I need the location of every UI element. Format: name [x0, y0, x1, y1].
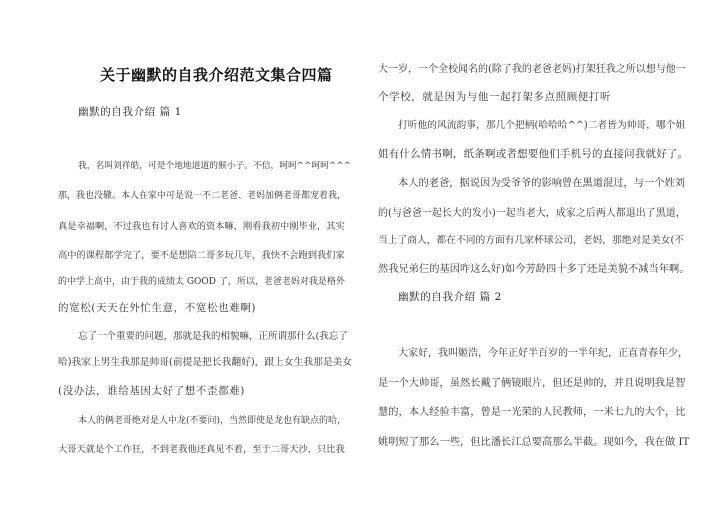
left-line-7: 忘了一个重要的问题，那就是我的相貌嘛，正所谓那什么(我忘了: [78, 331, 348, 342]
section-heading-1: 幽默的自我介绍 篇 1: [78, 106, 182, 118]
right-line-7: 当上了商人，都在不同的方面有几家杯球公司，老妈，那绝对是美女(不: [378, 235, 685, 246]
left-line-4: 高中的课程都学完了，要不是想陪二哥多玩几年，我快不会跑到我们家: [58, 250, 345, 261]
right-line-12: 姚明短了那么一些，但比潘长江总要高那么半截。现如今，我在做 IT: [378, 436, 690, 448]
right-line-1: 大一岁，一个全校闻名的(除了我的老爸老妈)打架狂我之所以想与他一: [378, 64, 686, 75]
right-line-10: 是一个大帅哥，虽然长戴了俩镜眼片，但还是帅的，并且说明我是智: [378, 377, 686, 389]
left-line-11: 大哥天就是个工作狂，不到老我他还真见不着，至于二哥天沙，只比我: [58, 444, 345, 455]
left-line-2: 那，我也没辙。本人在家中可是说一不二老爸、老妈加俩老哥都宠着我，: [58, 191, 347, 201]
left-line-3: 真是幸福啊，不过我也有讨人喜欢的资本嘛，刚看我初中刚毕业，其实: [58, 221, 345, 232]
left-line-10: 本人的俩老哥绝对是人中龙(不要问)，当然即使是龙也有缺点的哈，: [78, 416, 347, 426]
right-line-9: 大家好，我叫姬浩，今年正好半百岁的一半年纪，正直青春年少，: [398, 348, 688, 359]
right-line-11: 慧的，本人经验丰富，曾是一光荣的人民教师，一米七九的大个，比: [378, 406, 686, 418]
right-line-2: 个学校，就是因为与他一起打架多点照顾便打听: [378, 91, 612, 103]
left-line-8: 哈)我家上男生我那是帅哥(前提是把长我翻好)，跟上女生我那是美女: [58, 357, 353, 368]
left-line-6: 的宽松(天天在外忙生意，不宽松也难啊): [58, 302, 257, 314]
section-heading-2: 幽默的自我介绍 篇 2: [398, 291, 502, 303]
right-line-4: 姐有什么情书啊，纸条啊或者想要他们手机号的直接问我就好了。: [378, 148, 689, 160]
right-line-5: 本人的老爸，据说因为受爷爷的影响曾在黑道混过，与一个姓刘: [398, 177, 686, 189]
right-line-6: 的(与爸爸一起长大的发小)一起当老大，成家之后两人都退出了黑道，: [378, 208, 686, 219]
right-line-3: 打听他的风流韵事，那几个把柄(哈哈哈^^)二者皆为帅哥，哪个姐: [398, 120, 686, 131]
left-line-9: (没办法，谁给基因太好了想不歪都难): [58, 385, 245, 397]
right-line-8: 然我兄弟仨的基因咋这么好)如今芳龄四十多了还是美貌不减当年啊。: [378, 263, 690, 275]
left-line-5: 的中学上高中，由于我的成绩太 GOOD 了，所以，老爸老妈对我是格外: [58, 277, 345, 287]
document-title: 关于幽默的自我介绍范文集合四篇: [100, 66, 333, 84]
left-line-1: 我，名叫刘祥皓，可是个地地道道的猴小子。不信，呵呵^^呵呵^^^: [78, 161, 351, 171]
